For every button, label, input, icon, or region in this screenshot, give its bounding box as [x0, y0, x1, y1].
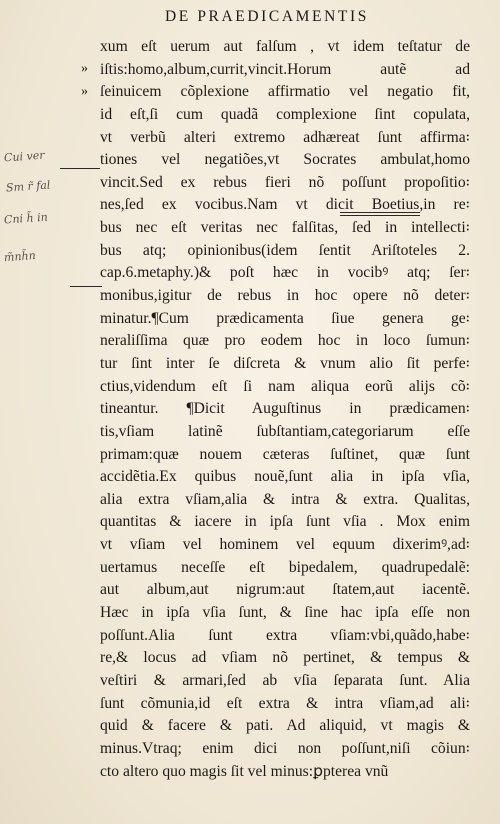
- text-line: vincit.Sed ex rebus fieri nõ poſſunt propoſitio꞉: [100, 173, 470, 191]
- text-line: id eſt,ſi cum quadã complexione ſint copulata,: [100, 105, 470, 123]
- quotation-mark: »: [81, 84, 88, 99]
- text-line: tineantur. ¶Dicit Auguſtinus in prædicamen꞉: [100, 400, 470, 418]
- text-line: cto altero quo magis ſit vel minus:ꝑpterea vnũ: [100, 762, 389, 780]
- text-line: ſunt cõmunia,id eſt extra & intra vſiam,ad ali꞉: [100, 694, 470, 712]
- text-line: minus.Vtraq; enim dici non poſſunt,niſi cõiun꞉: [100, 739, 470, 757]
- text-line: tur ſint inter ſe diſcreta & vnum alio ſit perfe꞉: [100, 354, 470, 372]
- text-line: iſtis:homo,album,currit,vincit.Horum autẽ ad: [100, 60, 470, 78]
- text-line: bus atq; opinionibus(idem ſentit Ariſtoteles 2.: [100, 241, 470, 259]
- text-line: re,& locus ad vſiam nõ pertinet, & tempus &: [100, 649, 470, 667]
- text-line: alia extra vſiam,alia & intra & extra. Qualitas,: [100, 490, 470, 508]
- text-line: ctius,videndum eſt ſi nam aliqua eorũ alijs cõ꞉: [100, 377, 470, 395]
- text-line: tiones vel negatiões,vt Socrates ambulat,homo: [100, 151, 470, 169]
- text-line: Hæc in ipſa vſia ſunt, & ſine hac ipſa eſſe non: [100, 604, 470, 622]
- text-line: quantitas & iacere in ipſa ſunt vſia . Mox enim: [100, 513, 470, 531]
- ink-stroke: [60, 168, 100, 169]
- quotation-mark: »: [81, 61, 88, 76]
- text-line: aut album,aut nigrum:aut ſtatem,aut iacentẽ.: [100, 581, 470, 599]
- ink-stroke: [70, 286, 102, 287]
- text-line: neraliſſima quæ pro eodem hoc in loco ſumun꞉: [100, 332, 470, 350]
- text-line: quid & facere & pati. Ad aliquid, vt magis &: [100, 717, 470, 735]
- text-line: minatur.¶Cum prædicamenta ſiue genera ge꞉: [100, 309, 470, 327]
- text-line: nes,ſed ex vocibus.Nam vt dicit Boetius,in re꞉: [100, 196, 470, 214]
- handwritten-marginal-note: Sm r̃ fal: [5, 178, 51, 195]
- text-line: vt vſiam vel hominem vel equum dixerimꝰ,ad꞉: [100, 536, 470, 554]
- handwritten-marginal-note: Cni h̃ in: [3, 210, 49, 227]
- body-text: [100, 36, 470, 783]
- text-line: poſſunt.Alia ſunt extra vſiam:vbi,quãdo,habe꞉: [100, 626, 470, 644]
- text-line: bus nec eſt veritas nec falſitas, ſed in intellecti꞉: [100, 219, 470, 237]
- text-line: ſeinuicem cõplexione affirmatio vel negatio fit,: [100, 83, 470, 101]
- text-line: veſtiri & armari,ſed ab vſia ſeparata ſunt. Alia: [100, 671, 470, 689]
- text-line: xum eſt uerum aut falſum , vt idem teſtatur de: [100, 38, 470, 55]
- text-line: uertamus neceſſe eſt bipedalem, quadrupedalẽ:: [100, 558, 470, 576]
- running-header: DE PRAEDICAMENTIS: [165, 8, 369, 25]
- text-line: vt verbũ alteri extremo adhæreat ſunt affirma꞉: [100, 128, 470, 146]
- text-line: accidẽtia.Ex quibus nouẽ,ſunt alia in ipſa vſia,: [100, 468, 470, 486]
- handwritten-marginal-note: m̃nh̃n: [3, 248, 37, 265]
- handwritten-marginal-note: Cui ver: [3, 148, 45, 165]
- text-line: primam:quæ nouem cæteras ſuſtinet, quæ ſunt: [100, 445, 470, 463]
- text-line: cap.6.metaphy.)& poſt hæc in vocibꝰ atq; ſer꞉: [100, 264, 470, 282]
- text-line: monibus,igitur de rebus in hoc opere nõ deter꞉: [100, 287, 470, 305]
- text-line: tis,vſiam latinẽ ſubſtantiam,categoriarum eſſe: [100, 422, 470, 440]
